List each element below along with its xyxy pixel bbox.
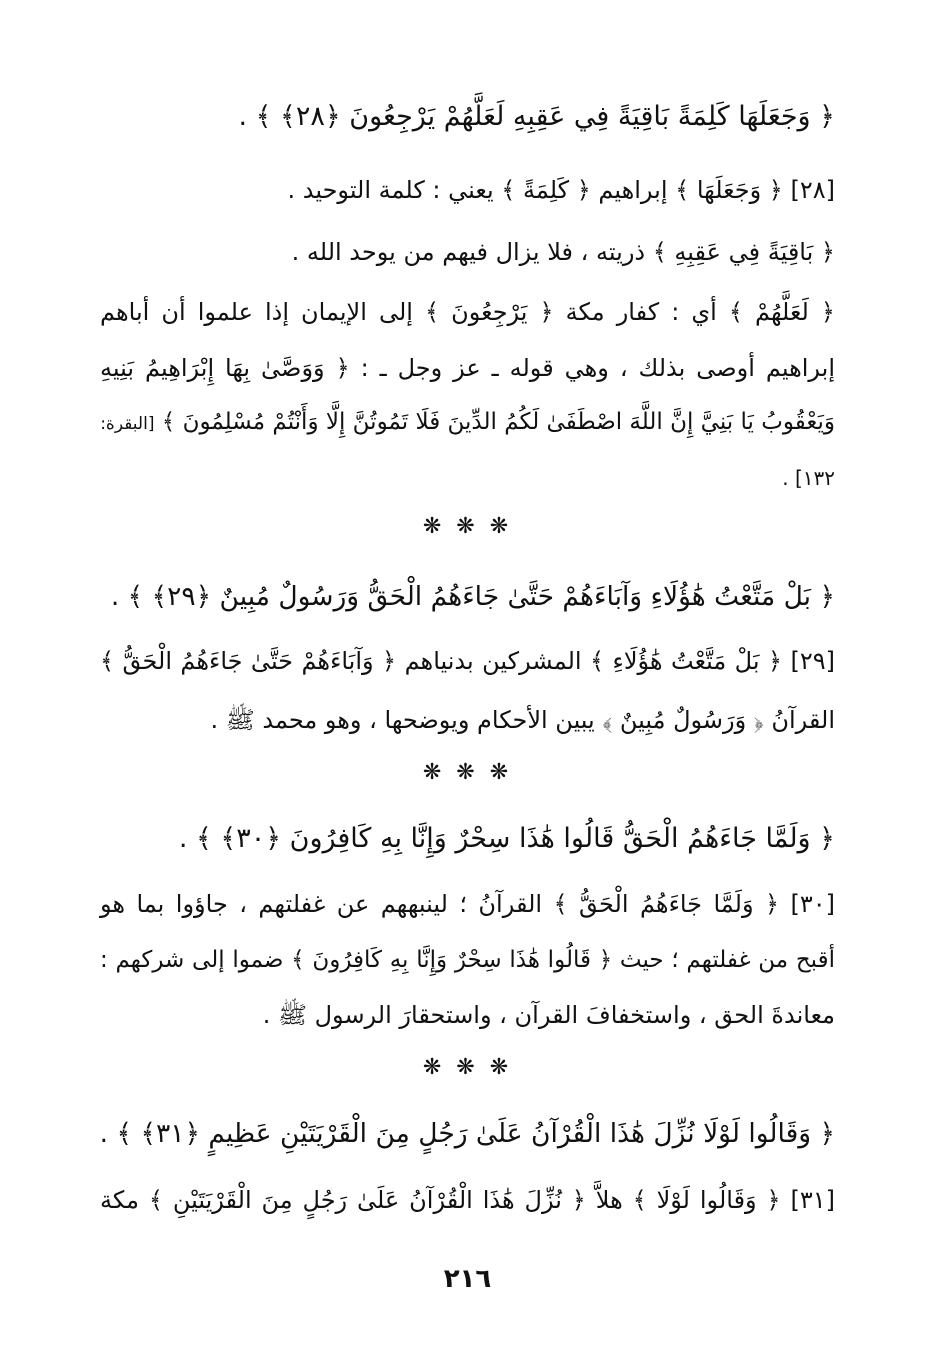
section-separator-2: ❋ ❋ ❋ [422, 760, 513, 785]
tafsir-29-line-1: [٢٩] ﴿ بَلْ مَتَّعْتُ هَٰؤُلَاءِ ﴾ المشركين بدنياهم ﴿ وَآبَاءَهُمْ حَتَّىٰ جَاءَهُمُ الْحَقُّ ﴾ [100, 647, 835, 675]
tafsir-28-line-5 [100, 404, 835, 442]
tafsir-31-line-1: [٣١] ﴿ وَقَالُوا لَوْلَا ﴾ هلاَّ ﴿ نُزِّلَ هَٰذَا الْقُرْآنُ عَلَىٰ رَجُلٍ مِنَ الْقَرْيَتَيْنِ ﴾ مكة [100, 1186, 835, 1214]
tafsir-30-line-1: [٣٠] ﴿ وَلَمَّا جَاءَهُمُ الْحَقُّ ﴾ القرآنُ ؛ لينبههم عن غفلتهم ، جاؤوا بما هو [100, 890, 835, 918]
section-separator-3: ❋ ❋ ❋ [422, 1055, 513, 1080]
page-number: ٢١٦ [443, 1264, 492, 1294]
section-separator-1: ❋ ❋ ❋ [422, 514, 513, 539]
verse-29: ﴿ بَلْ مَتَّعْتُ هَٰؤُلَاءِ وَآبَاءَهُمْ حَتَّىٰ جَاءَهُمُ الْحَقُّ وَرَسُولٌ مُبِينٌ ﴿٢٩﴾ ﴾ . [110, 581, 835, 612]
verse-28: ﴿ وَجَعَلَهَا كَلِمَةً بَاقِيَةً فِي عَقِبِهِ لَعَلَّهُمْ يَرْجِعُونَ ﴿٢٨﴾ ﴾ . [238, 101, 835, 132]
tafsir-28-line-1: [٢٨] ﴿ وَجَعَلَهَا ﴾ إبراهيم ﴿ كَلِمَةً ﴾ يعني : كلمة التوحيد . [287, 176, 835, 204]
quran-quote: وَيَعْقُوبُ يَا بَنِيَّ إِنَّ اللَّهَ اصْطَفَىٰ لَكُمُ الدِّينَ فَلَا تَمُوتُنَّ إِلَّا وَأَنْتُمْ مُسْلِمُونَ ﴾ [161, 409, 835, 435]
tafsir-30-line-3: معاندةَ الحق ، واستخفافَ القرآن ، واستحقارَ الرسول ﷺ . [262, 1001, 835, 1029]
verse-31: ﴿ وَقَالُوا لَوْلَا نُزِّلَ هَٰذَا الْقُرْآنُ عَلَىٰ رَجُلٍ مِنَ الْقَرْيَتَيْنِ عَظِيمٍ ﴿٣١﴾ ﴾ . [99, 1118, 835, 1149]
surah-reference: [البقرة: [100, 414, 155, 434]
tafsir-28-line-2: ﴿ بَاقِيَةً فِي عَقِبِهِ ﴾ ذريته ، فلا يزال فيهم من يوحد الله . [291, 238, 835, 266]
verse-30: ﴿ وَلَمَّا جَاءَهُمُ الْحَقُّ قَالُوا هَٰذَا سِحْرٌ وَإِنَّا بِهِ كَافِرُونَ ﴿٣٠﴾ ﴾ . [178, 823, 835, 854]
tafsir-28-line-4: إبراهيم أوصى بذلك ، وهي قوله ـ عز وجل ـ : ﴿ وَوَصَّىٰ بِهَا إِبْرَاهِيمُ بَنِيهِ [100, 354, 835, 382]
tafsir-29-line-2: القرآنُ ﴿ وَرَسُولٌ مُبِينٌ ﴾ يبين الأحكام ويوضحها ، وهو محمد ﷺ . [210, 706, 835, 734]
tafsir-28-line-3: ﴿ لَعَلَّهُمْ ﴾ أي : كفار مكة ﴿ يَرْجِعُونَ ﴾ إلى الإيمان إذا علموا أن أباهم [100, 298, 835, 326]
tafsir-30-line-2: أقبح من غفلتهم ؛ حيث ﴿ قَالُوا هَٰذَا سِحْرٌ وَإِنَّا بِهِ كَافِرُونَ ﴾ ضموا إلى شركهم : [100, 947, 835, 973]
tafsir-28-line-6: ١٣٢] . [782, 466, 835, 490]
